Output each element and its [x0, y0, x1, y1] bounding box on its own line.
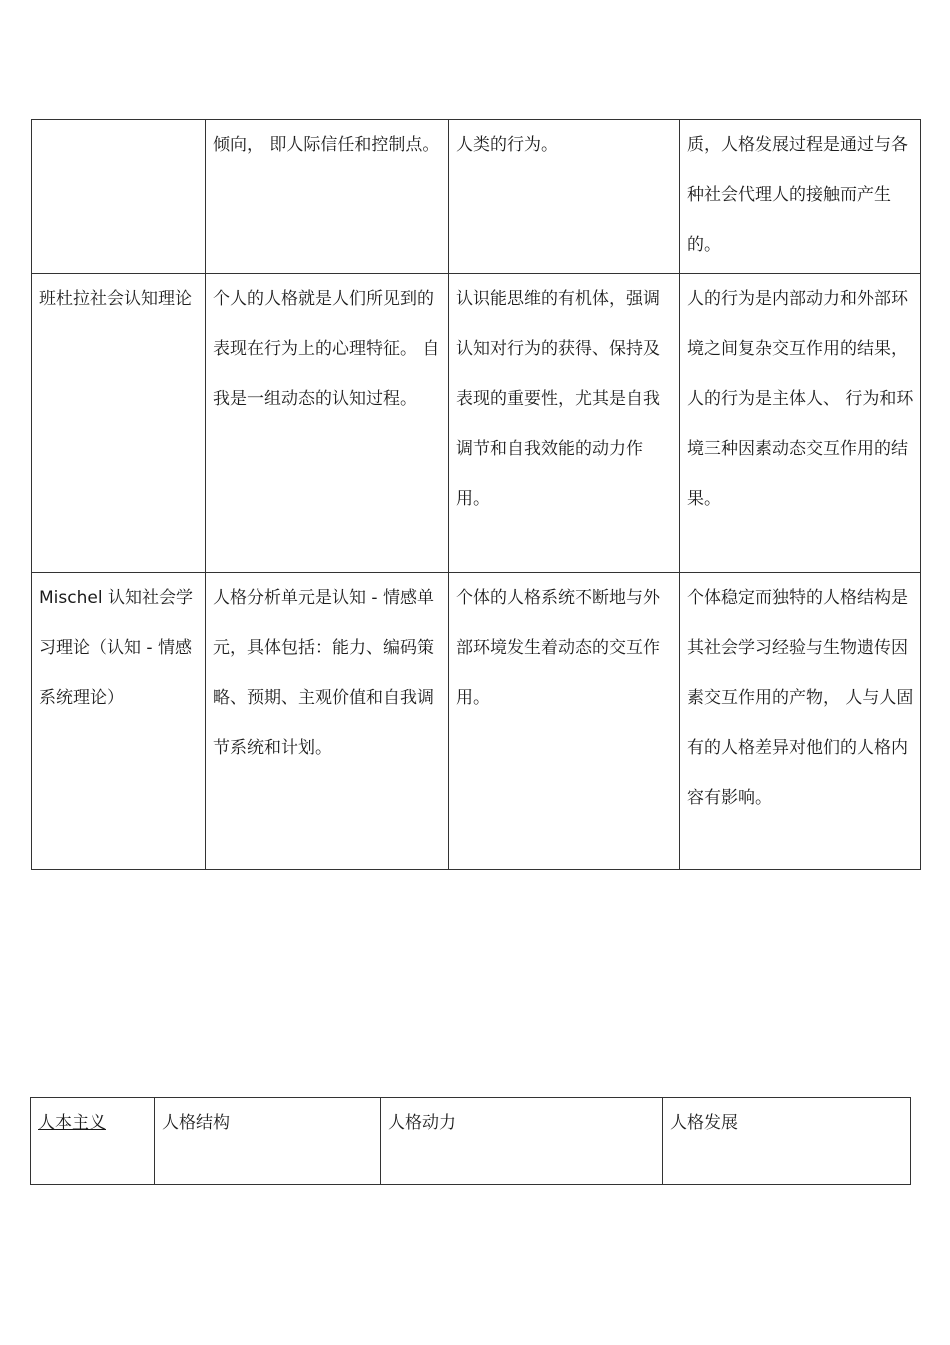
- theory-cell: Mischel 认知社会学习理论（认知 - 情感系统理论）: [32, 573, 206, 870]
- table-header-row: [31, 1098, 911, 1185]
- header-theory-label: 人本主义: [38, 1113, 106, 1133]
- humanism-table: [30, 1097, 911, 1185]
- table-row: [32, 274, 921, 573]
- development-cell: 人的行为是内部动力和外部环境之间复杂交互作用的结果， 人的行为是主体人、 行为和环境三种因素动态交互作用的结果。: [680, 274, 921, 573]
- header-structure: 人格结构: [155, 1098, 381, 1185]
- structure-cell: 个人的人格就是人们所见到的表现在行为上的心理特征。 自我是一组动态的认知过程。: [206, 274, 449, 573]
- structure-cell: 人格分析单元是认知 - 情感单元，具体包括：能力、编码策略、预期、主观价值和自我调节系统和计划。: [206, 573, 449, 870]
- development-cell: 质，人格发展过程是通过与各种社会代理人的接触而产生的。: [680, 120, 921, 274]
- header-theory: [31, 1098, 155, 1185]
- theory-table-continued: [31, 119, 921, 870]
- dynamics-cell: 认识能思维的有机体，强调认知对行为的获得、保持及表现的重要性，尤其是自我调节和自我效能的动力作用。: [449, 274, 680, 573]
- dynamics-cell: 个体的人格系统不断地与外部环境发生着动态的交互作用。: [449, 573, 680, 870]
- structure-cell: 倾向， 即人际信任和控制点。: [206, 120, 449, 274]
- header-development: 人格发展: [663, 1098, 911, 1185]
- table-row: [32, 573, 921, 870]
- theory-cell: 班杜拉社会认知理论: [32, 274, 206, 573]
- development-cell: 个体稳定而独特的人格结构是其社会学习经验与生物遗传因素交互作用的产物， 人与人固有的人格差异对他们的人格内容有影响。: [680, 573, 921, 870]
- dynamics-cell: 人类的行为。: [449, 120, 680, 274]
- header-dynamics: 人格动力: [381, 1098, 663, 1185]
- theory-cell: [32, 120, 206, 274]
- table-row: [32, 120, 921, 274]
